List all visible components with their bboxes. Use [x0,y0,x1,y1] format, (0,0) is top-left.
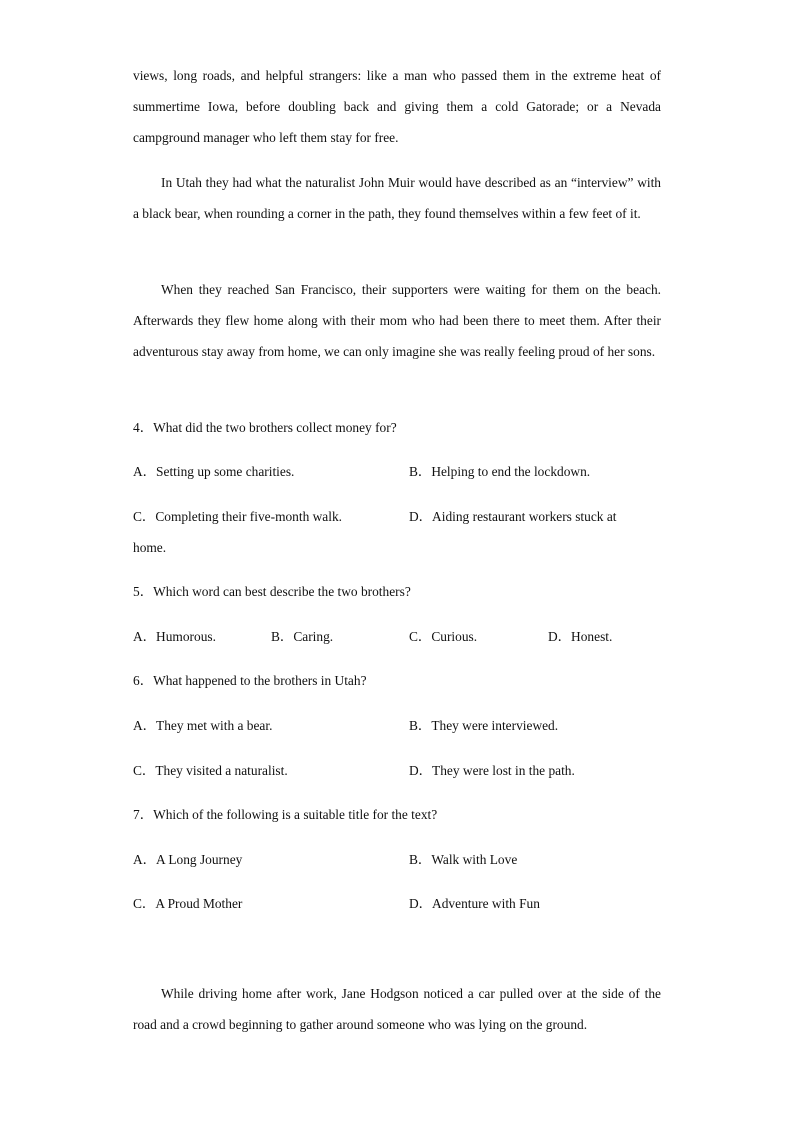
question-6-option-d: D．They were lost in the path. [409,763,575,778]
question-4-option-d: D．Aiding restaurant workers stuck at [409,509,617,524]
question-6-option-c: C．They visited a naturalist. [133,763,288,778]
question-7-stem: 7．Which of the following is a suitable title for the text? [133,807,438,822]
question-5-option-b: B．Caring. [271,629,334,644]
question-4-option-a: A．Setting up some charities. [133,464,295,479]
question-4-option-c: C．Completing their five-month walk. [133,509,343,524]
passage-paragraph-3: When they reached San Francisco, their supporters were waiting for them on the beach. Afterwards they flew home along with their mom who had been there to meet them. After their adventurous stay away from home, we can only imagine she was really feeling proud of her sons. [133,282,661,359]
question-6-option-a: A．They met with a bear. [133,718,273,733]
question-4-option-d-continuation: home. [133,540,167,555]
question-6-option-b: B．They were interviewed. [409,718,559,733]
question-7-option-c: C．A Proud Mother [133,896,243,911]
question-4-option-b: B．Helping to end the lockdown. [409,464,591,479]
question-6-stem: 6．What happened to the brothers in Utah? [133,673,367,688]
question-5-option-d: D．Honest. [548,629,613,644]
passage-paragraph-2: In Utah they had what the naturalist John Muir would have described as an “interview” with a black bear, when rounding a corner in the path, they found themselves within a few feet of it. [133,175,661,221]
question-7-option-d: D．Adventure with Fun [409,896,540,911]
question-7-option-a: A．A Long Journey [133,852,243,867]
question-4-stem: 4．What did the two brothers collect money for? [133,420,397,435]
question-5-stem: 5．Which word can best describe the two brothers? [133,584,411,599]
passage-paragraph-1: views, long roads, and helpful strangers: like a man who passed them in the extreme heat of summertime Iowa, before doubling back and giving them a cold Gatorade; or a Nevada campground manager who left them stay for free. [133,68,661,145]
question-7-option-b: B．Walk with Love [409,852,518,867]
question-5-option-a: A．Humorous. [133,629,216,644]
question-5-option-c: C．Curious. [409,629,478,644]
next-passage-paragraph-1: While driving home after work, Jane Hodgson noticed a car pulled over at the side of the road and a crowd beginning to gather around someone who was lying on the ground. [133,986,661,1032]
